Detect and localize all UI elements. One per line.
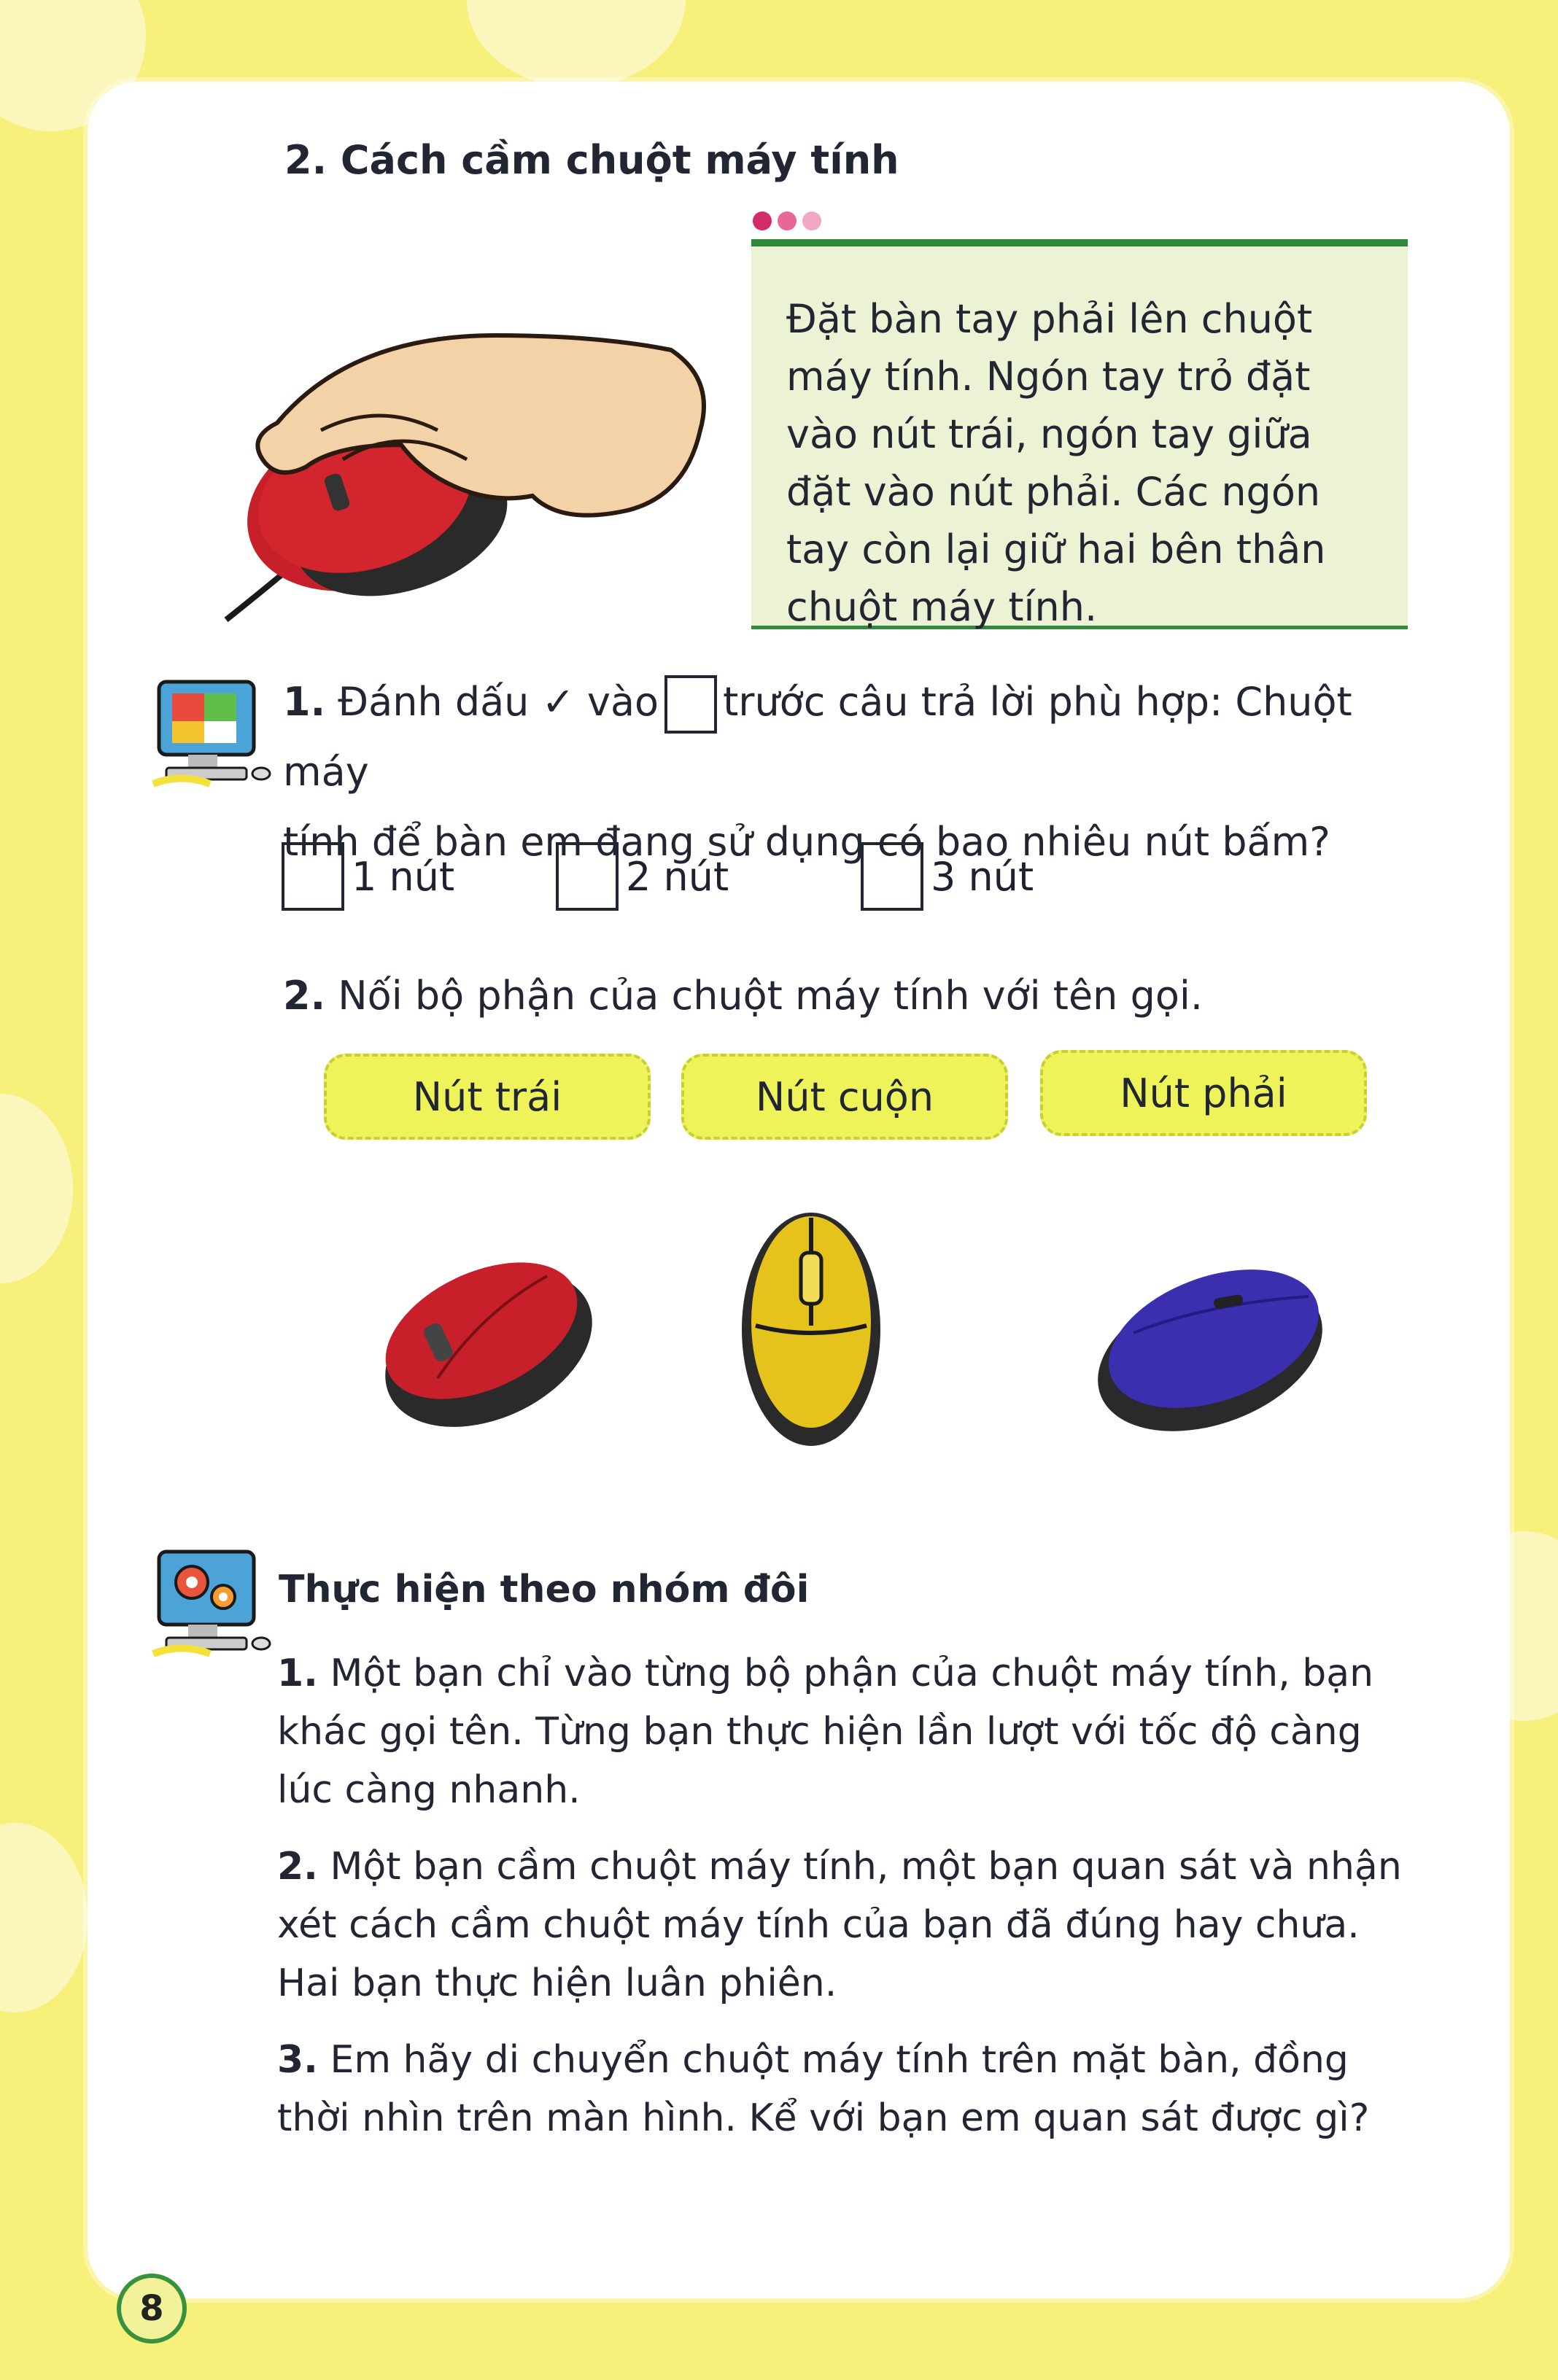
hand-holding-mouse-illustration xyxy=(219,321,729,627)
question-2-text: Nối bộ phận của chuột máy tính với tên gọi. xyxy=(338,973,1204,1019)
gears-computer-icon xyxy=(152,1544,276,1661)
label-right-button[interactable]: Nút phải xyxy=(1040,1050,1367,1136)
decorative-dots xyxy=(753,211,827,233)
question-1-text-after: trước câu trả lời phù hợp: Chuột máy xyxy=(283,679,1352,795)
option-2[interactable] xyxy=(556,842,729,911)
option-1-label: 1 nút xyxy=(352,853,455,900)
group-item-2-text: Một bạn cầm chuột máy tính, một bạn quan sát và nhận xét cách cầm chuột máy tính của bạn đã đúng hay chưa. Hai bạn thực hiện luân phiên. xyxy=(277,1845,1402,2005)
group-item-1-number: 1. xyxy=(277,1652,318,1695)
option-1[interactable] xyxy=(282,842,454,911)
group-item-3-text: Em hãy di chuyển chuột máy tính trên mặt bàn, đồng thời nhìn trên màn hình. Kể với bạn em quan sát được gì? xyxy=(277,2038,1370,2140)
option-3-checkbox[interactable] xyxy=(861,842,923,911)
instruction-text: Đặt bàn tay phải lên chuột máy tính. Ngón tay trỏ đặt vào nút trái, ngón tay giữa đặt vào nút phải. Các ngón tay còn lại giữ hai bên thân chuột máy tính. xyxy=(786,296,1326,630)
label-scroll-wheel[interactable]: Nút cuộn xyxy=(681,1054,1008,1140)
group-item-3 xyxy=(277,2031,1415,2147)
background-dot xyxy=(467,0,686,88)
section-title: 2. Cách cầm chuột máy tính xyxy=(284,137,899,183)
page-number: 8 xyxy=(117,2274,187,2344)
instruction-box xyxy=(751,239,1408,629)
group-item-2 xyxy=(277,1838,1415,2012)
question-2 xyxy=(283,961,1421,1031)
label-left-button[interactable]: Nút trái xyxy=(324,1054,651,1140)
option-1-checkbox[interactable] xyxy=(282,842,344,911)
inline-checkbox-example xyxy=(664,675,717,734)
question-2-number: 2. xyxy=(283,973,326,1019)
group-item-1 xyxy=(277,1644,1415,1819)
question-1-text-before: Đánh dấu ✓ vào xyxy=(338,679,659,725)
red-mouse-image xyxy=(372,1240,605,1429)
question-1-text-line2: tính để bàn em đang sử dụng có bao nhiêu nút bấm? xyxy=(283,819,1330,865)
blue-mouse-image xyxy=(1090,1253,1330,1435)
question-1-number: 1. xyxy=(283,679,326,725)
group-item-3-number: 3. xyxy=(277,2038,318,2082)
background-dot xyxy=(0,1823,88,2012)
background-dot xyxy=(0,1094,73,1283)
option-3[interactable] xyxy=(861,842,1034,911)
group-item-1-text: Một bạn chỉ vào từng bộ phận của chuột máy tính, bạn khác gọi tên. Từng bạn thực hiện lần lượt với tốc độ càng lúc càng nhanh. xyxy=(277,1652,1374,1812)
option-2-checkbox[interactable] xyxy=(556,842,619,911)
group-item-2-number: 2. xyxy=(277,1845,318,1889)
group-activity-title: Thực hiện theo nhóm đôi xyxy=(279,1568,810,1611)
yellow-mouse-image xyxy=(738,1209,884,1450)
puzzle-computer-icon xyxy=(152,674,276,791)
option-2-label: 2 nút xyxy=(626,853,729,900)
option-3-label: 3 nút xyxy=(931,853,1034,900)
